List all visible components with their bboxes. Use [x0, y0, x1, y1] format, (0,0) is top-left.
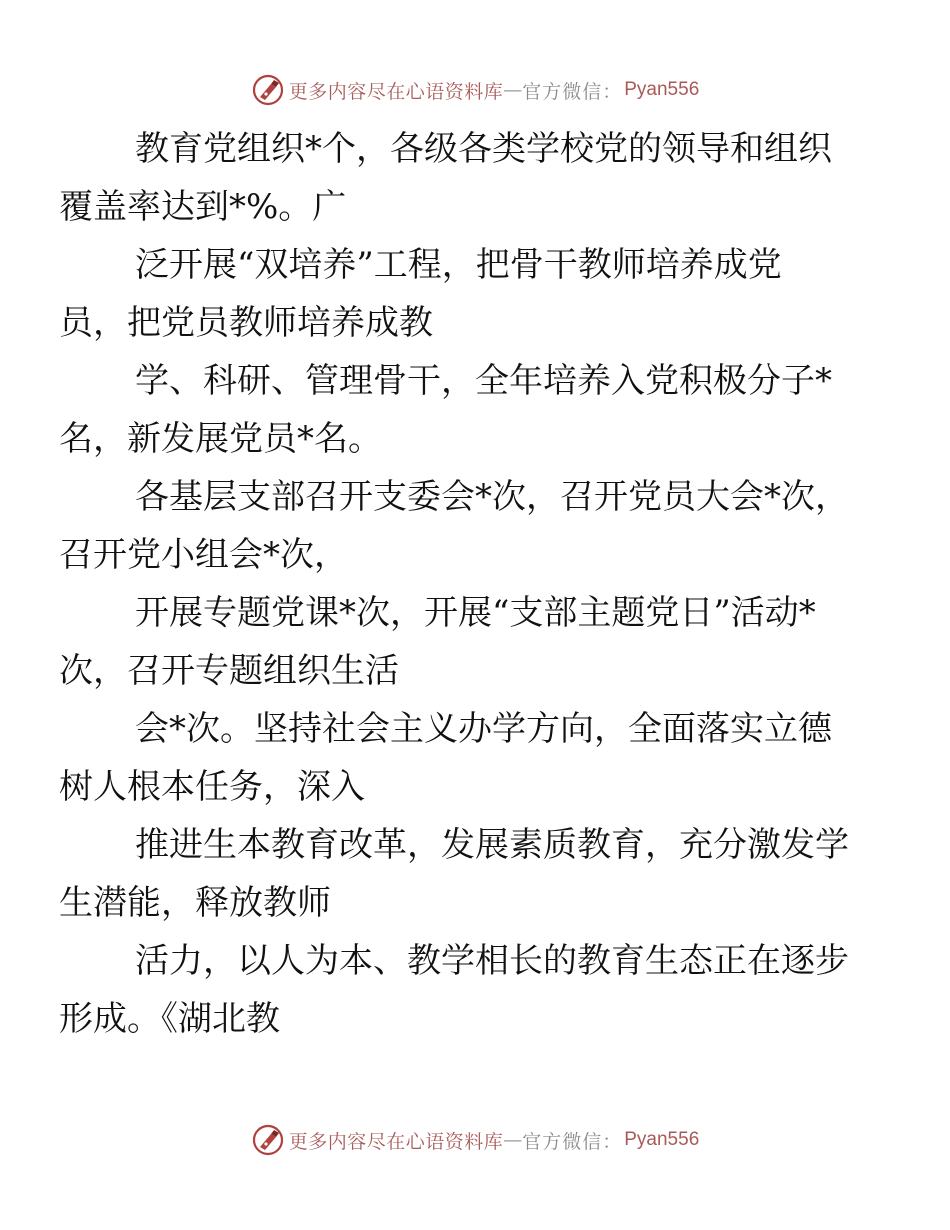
footer-banner [0, 1122, 950, 1158]
banner-slogan: 更多内容尽在心语资料库 [288, 1130, 504, 1153]
text-line: 教育党组织*个，各级各类学校党的领导和组织 [135, 129, 832, 169]
text-line: 树人根本任务，深入 [59, 767, 365, 807]
pen-nib-logo-icon [251, 1123, 285, 1157]
text-line: 各基层支部召开支委会*次，召开党员大会*次， [135, 477, 849, 517]
header-banner [0, 72, 950, 108]
text-line: 次，召开专题组织生活 [59, 651, 399, 691]
banner-separator: — [503, 1129, 523, 1151]
banner-slogan: 更多内容尽在心语资料库 [288, 80, 504, 103]
text-line: 会*次。坚持社会主义办学方向，全面落实立德 [135, 709, 832, 749]
paragraph [59, 236, 857, 352]
text-line: 覆盖率达到*%。广 [59, 187, 347, 227]
text-line: 名，新发展党员*名。 [59, 419, 382, 459]
text-line: 生潜能，释放教师 [59, 883, 331, 923]
banner-wechat-label: 官方微信： [522, 80, 623, 103]
text-line: 召开党小组会*次， [59, 535, 348, 575]
paragraph [59, 700, 857, 816]
text-line: 泛开展“双培养”工程，把骨干教师培养成党 [135, 245, 782, 285]
pen-nib-logo-icon [251, 73, 285, 107]
paragraph [59, 468, 857, 584]
paragraph [59, 932, 857, 1048]
document-body [59, 120, 857, 1048]
text-line: 学、科研、管理骨干，全年培养入党积极分子* [135, 361, 832, 401]
paragraph [59, 584, 857, 700]
banner-wechat-id: Pyan556 [624, 1129, 700, 1150]
text-line: 推进生本教育改革，发展素质教育，充分激发学 [135, 825, 849, 865]
text-line: 开展专题党课*次，开展“支部主题党日”活动* [135, 593, 816, 633]
banner-separator: — [503, 79, 523, 101]
text-line: 员，把党员教师培养成教 [59, 303, 433, 343]
paragraph [59, 120, 857, 236]
text-line: 活力，以人为本、教学相长的教育生态正在逐步 [135, 941, 849, 981]
paragraph [59, 352, 857, 468]
banner-wechat-label: 官方微信： [522, 1130, 623, 1153]
banner-wechat-id: Pyan556 [624, 79, 700, 100]
text-line: 形成。《湖北教 [59, 999, 280, 1039]
paragraph [59, 816, 857, 932]
